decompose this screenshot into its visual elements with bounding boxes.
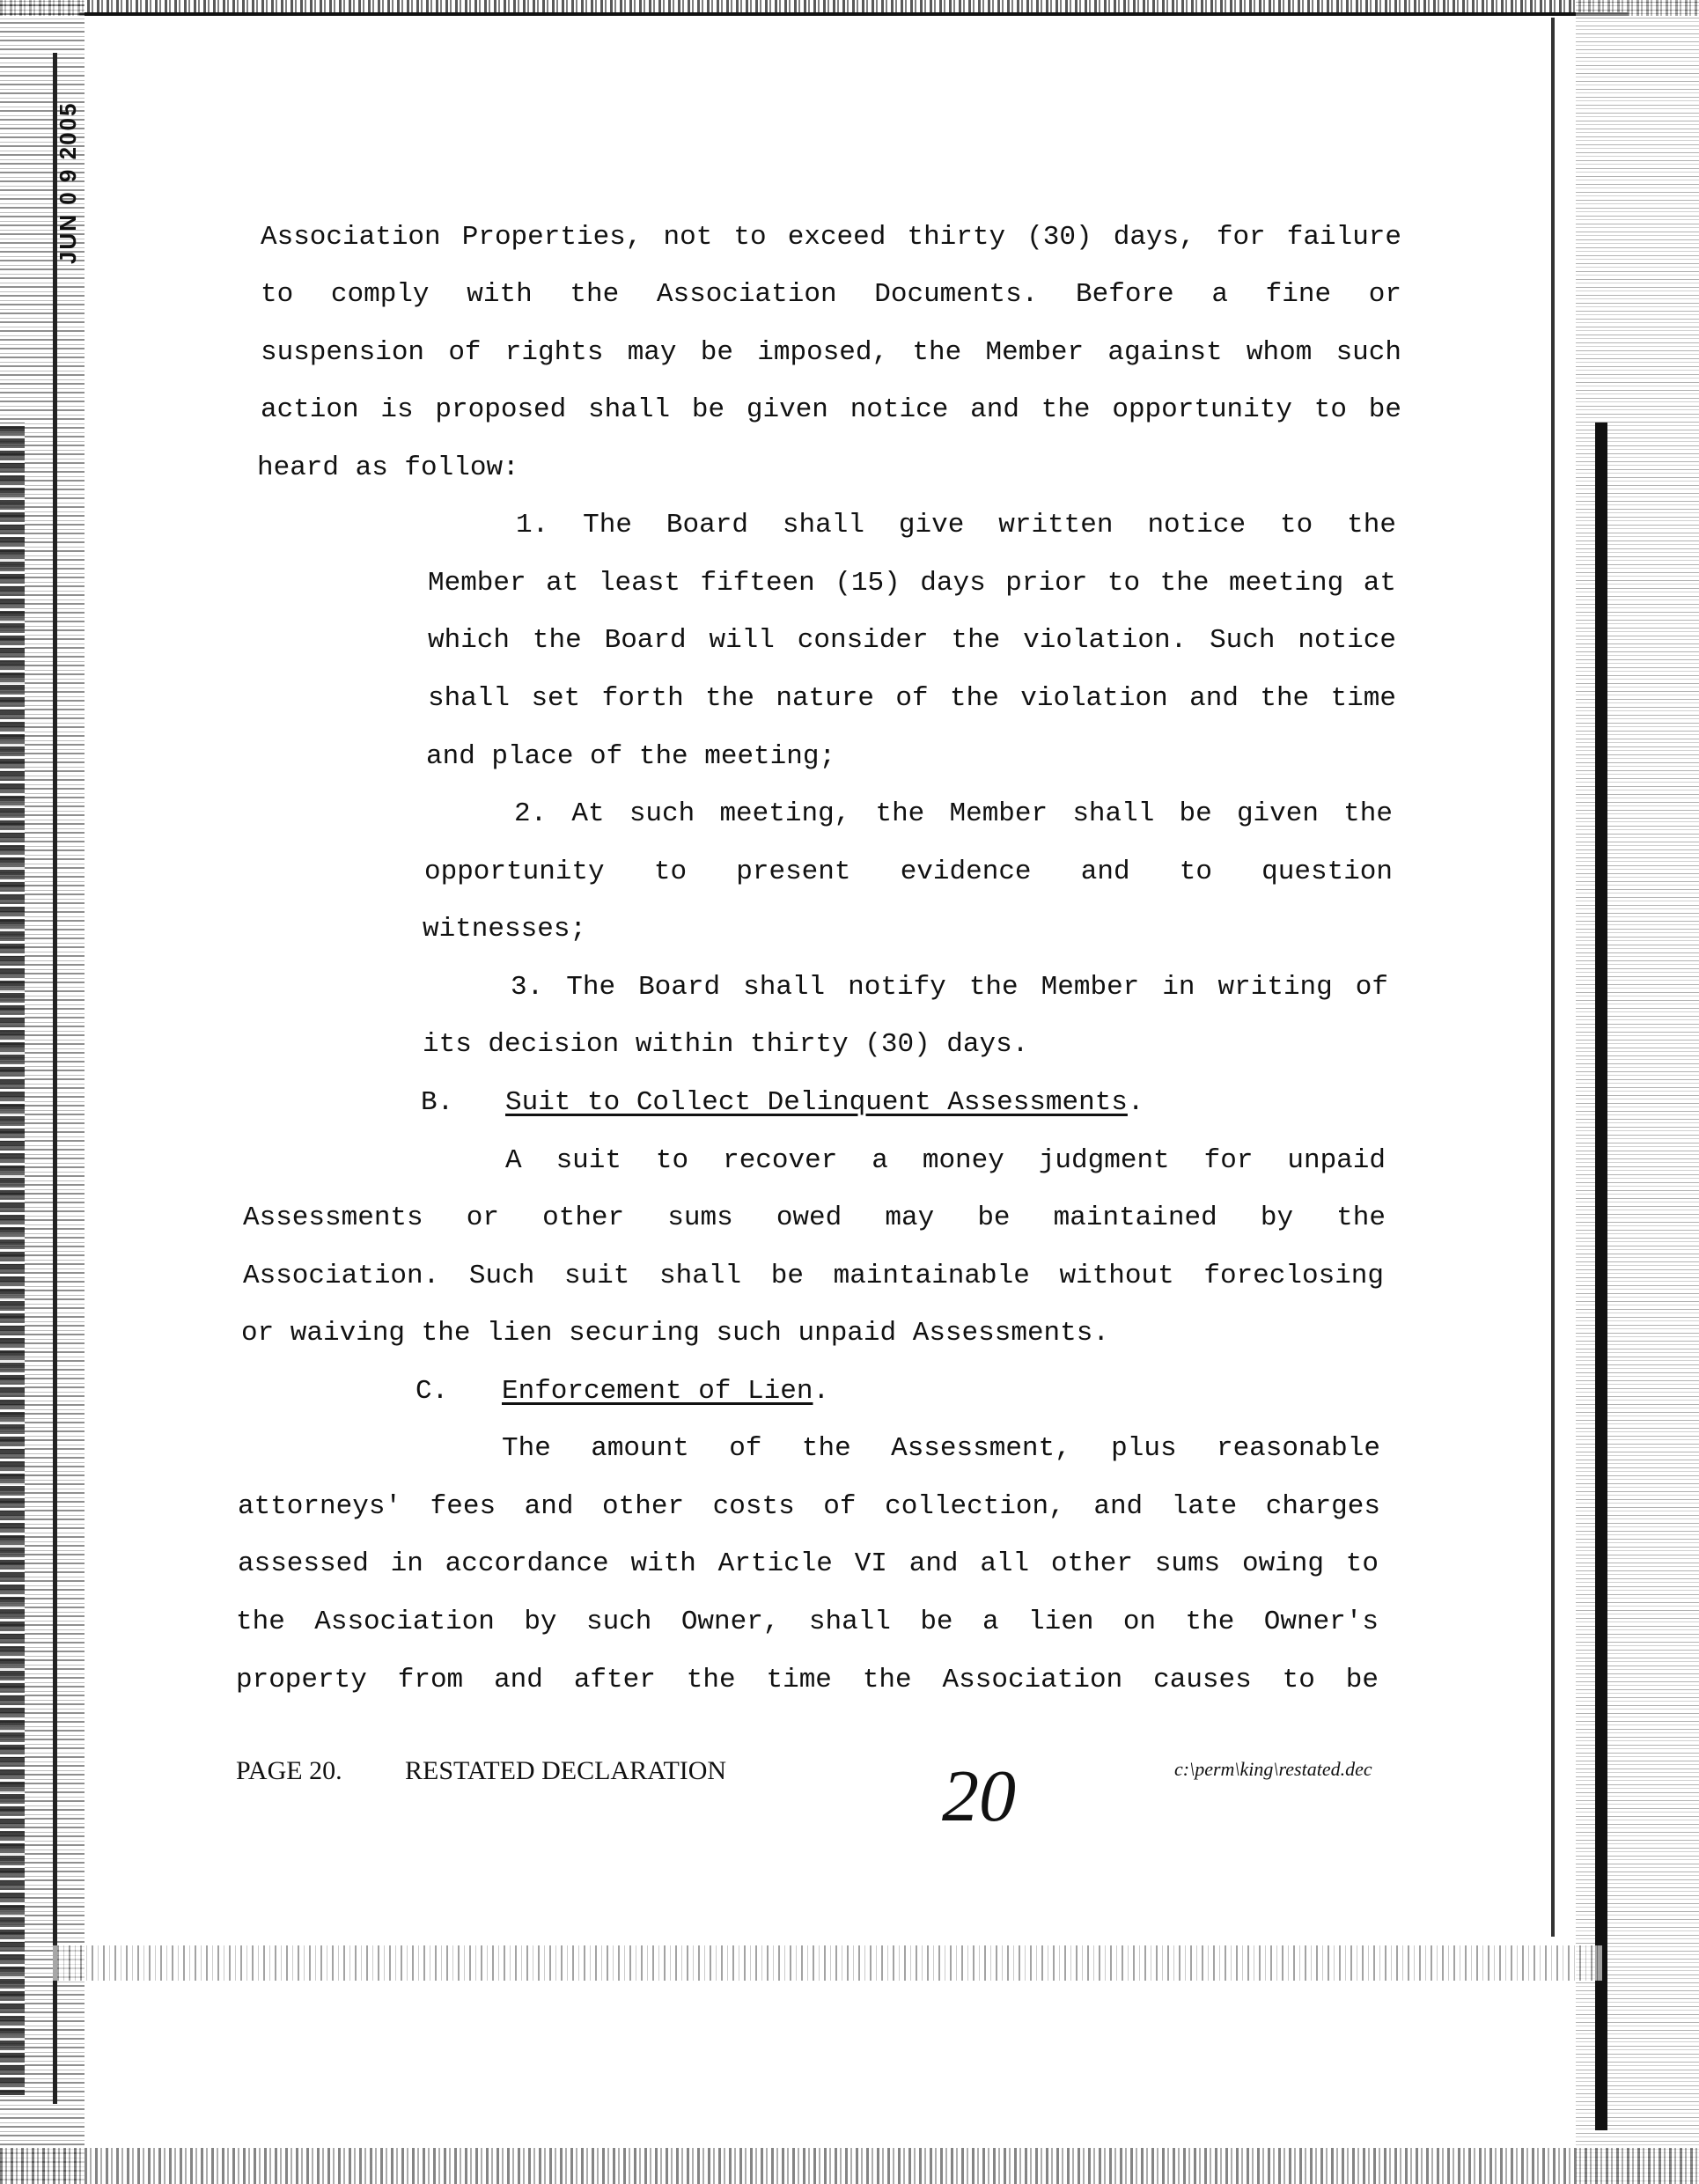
body-line: Assessments or other sums owed may be maintained by the	[243, 1202, 1386, 1233]
list-item-1-line: 1. The Board shall give written notice to the	[516, 510, 1396, 540]
body-line: or waiving the lien securing such unpaid Assessments.	[241, 1318, 1109, 1349]
scan-edge-bottom	[53, 1945, 1602, 1981]
body-line: assessed in accordance with Article VI and all other sums owing to	[238, 1548, 1379, 1579]
list-item-2-line: witnesses;	[423, 914, 587, 945]
scan-edge-left-bar	[53, 53, 57, 2104]
body-line: The amount of the Assessment, plus reasonable	[502, 1433, 1380, 1464]
scan-edge-right	[1576, 0, 1699, 2184]
body-line: suspension of rights may be imposed, the Member against whom such	[261, 337, 1401, 368]
body-line: property from and after the time the Association causes to be	[236, 1665, 1379, 1695]
list-item-3-line: its decision within thirty (30) days.	[423, 1029, 1029, 1060]
body-line: to comply with the Association Documents. Before a fine or	[261, 279, 1401, 310]
section-b-title: Suit to Collect Delinquent Assessments	[505, 1087, 1128, 1118]
body-line: Association. Such suit shall be maintainable without foreclosing	[243, 1261, 1384, 1291]
scan-edge-left-dark	[0, 423, 25, 2095]
list-item-1-line: which the Board will consider the violation. Such notice	[428, 625, 1396, 656]
list-item-1-line: shall set forth the nature of the violation and the time	[428, 683, 1396, 714]
scan-edge-right-bar	[1595, 423, 1607, 2130]
body-line: action is proposed shall be given notice and the opportunity to be	[261, 394, 1401, 425]
section-b-heading	[505, 1085, 1144, 1121]
body-line: Association Properties, not to exceed thirty (30) days, for failure	[261, 222, 1401, 253]
scan-edge-bottom-outer	[0, 2148, 1699, 2184]
section-c-heading	[502, 1374, 829, 1409]
body-line: A suit to recover a money judgment for unpaid	[505, 1145, 1386, 1176]
scan-edge-right-thin	[1551, 18, 1555, 1937]
body-line: the Association by such Owner, shall be a lien on the Owner's	[236, 1607, 1379, 1637]
body-line: heard as follow:	[257, 452, 519, 483]
list-item-1-line: and place of the meeting;	[426, 741, 836, 772]
section-b-letter: B.	[421, 1087, 454, 1118]
received-date-stamp: JUN 0 9 2005	[55, 101, 81, 264]
section-b-period: .	[1127, 1087, 1144, 1118]
body-line: attorneys' fees and other costs of collection, and late charges	[238, 1491, 1380, 1522]
handwritten-page-number-text: 20	[942, 1755, 1016, 1831]
list-item-2-line: opportunity to present evidence and to question	[424, 857, 1393, 887]
handwritten-page-number	[933, 1752, 1074, 1831]
section-c-title: Enforcement of Lien	[502, 1376, 813, 1407]
footer-doc-title: RESTATED DECLARATION	[405, 1756, 727, 1785]
list-item-2-line: 2. At such meeting, the Member shall be given the	[514, 798, 1393, 829]
list-item-1-line: Member at least fifteen (15) days prior to the meeting at	[428, 568, 1396, 599]
footer-filename: c:\perm\king\restated.dec	[1174, 1758, 1372, 1780]
footer-page-label: PAGE 20.	[236, 1756, 342, 1785]
section-c-period: .	[813, 1376, 830, 1407]
section-c-letter: C.	[416, 1376, 449, 1407]
list-item-3-line: 3. The Board shall notify the Member in writing of	[511, 972, 1388, 1003]
scan-edge-top-line	[79, 12, 1629, 16]
